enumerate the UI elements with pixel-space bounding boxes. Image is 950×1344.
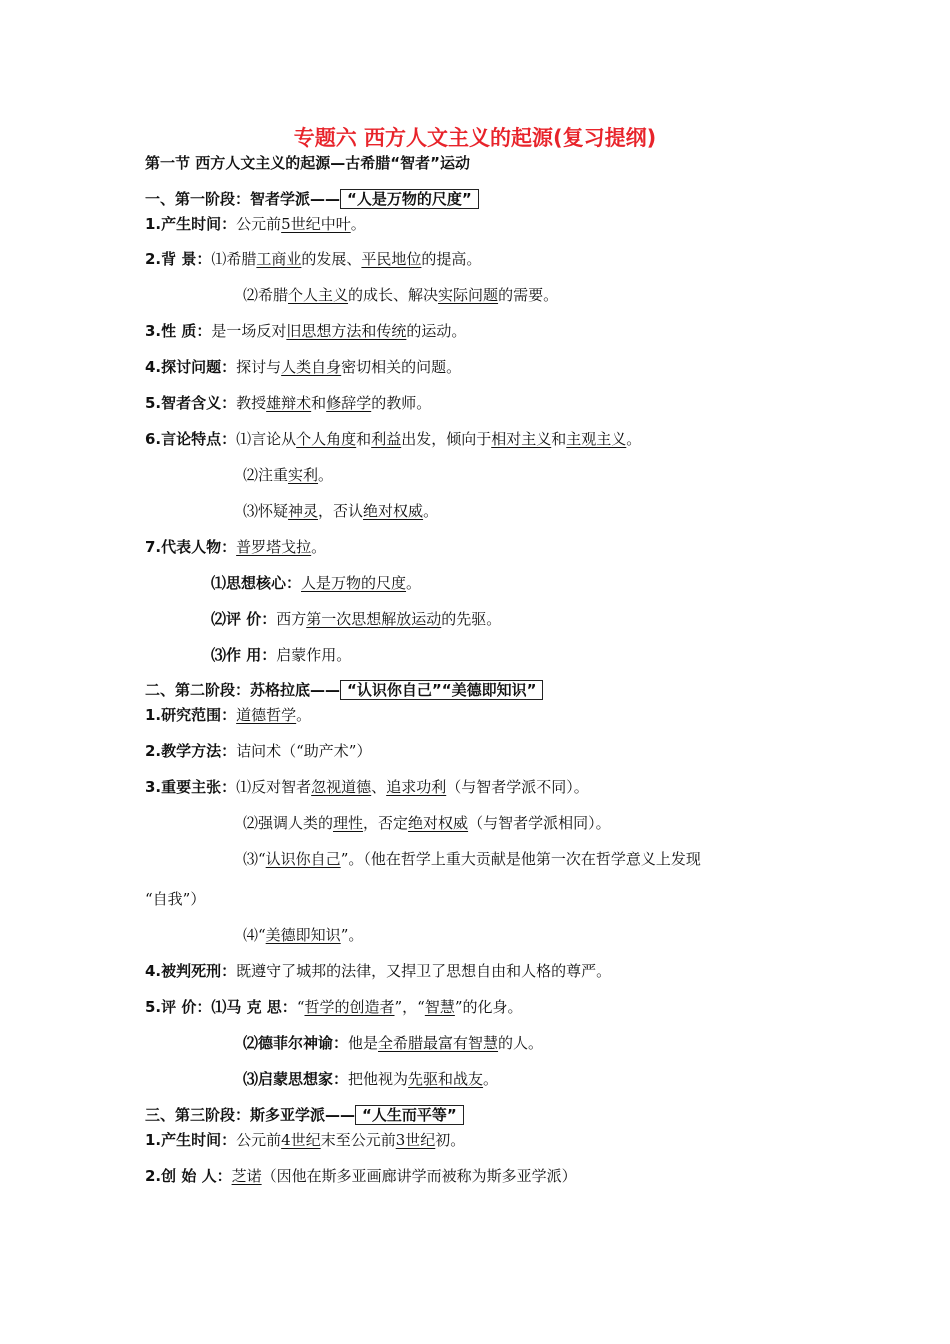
text: ⑶“ bbox=[243, 850, 266, 868]
text: 公元前 bbox=[236, 1131, 282, 1149]
text: ⑵希腊 bbox=[243, 286, 289, 304]
text: 末至公元前 bbox=[320, 1131, 396, 1149]
text: 密切相关的问题。 bbox=[341, 358, 462, 376]
line-label: 2.背 景： bbox=[145, 250, 212, 268]
text: 出发，倾向于 bbox=[401, 430, 492, 448]
section-heading: 第一节 西方人文主义的起源—古希腊“智者”运动 bbox=[145, 154, 470, 172]
line-label: 1.研究范围： bbox=[145, 706, 237, 724]
underlined-term: 道德哲学 bbox=[236, 706, 297, 724]
text: 。 bbox=[423, 502, 439, 520]
text: 。 bbox=[318, 466, 334, 484]
text: ，否定 bbox=[363, 814, 409, 832]
stage-2-heading bbox=[145, 680, 543, 700]
text: ”。（他在哲学上重大贡献是他第一次在哲学意义上发现 bbox=[340, 850, 701, 868]
underlined-term: 5世纪中叶 bbox=[281, 215, 351, 233]
underlined-term: 实利 bbox=[288, 466, 319, 484]
text: 的成长、解决 bbox=[348, 286, 439, 304]
underlined-term: 雄辩术 bbox=[266, 394, 312, 412]
s2-line-claims bbox=[145, 777, 589, 797]
s1-line-effect bbox=[211, 645, 351, 665]
underlined-term: 利益 bbox=[371, 430, 402, 448]
s2-line-sentence bbox=[145, 961, 611, 981]
line-label: 7.代表人物： bbox=[145, 538, 237, 556]
text: 和 bbox=[551, 430, 567, 448]
text: 、 bbox=[371, 778, 387, 796]
underlined-term: 3世纪 bbox=[395, 1131, 436, 1149]
underlined-term: 个人主义 bbox=[288, 286, 349, 304]
text: ”。 bbox=[340, 926, 364, 944]
s1-line-features bbox=[145, 429, 641, 449]
s2-line-evaluation-2 bbox=[243, 1033, 543, 1053]
s1-line-meaning bbox=[145, 393, 431, 413]
s2-line-claims-3-cont bbox=[145, 889, 205, 909]
underlined-term: 理性 bbox=[333, 814, 364, 832]
underlined-term: 全希腊最富有智慧 bbox=[378, 1034, 499, 1052]
underlined-term: 人是万物的尺度 bbox=[301, 574, 407, 592]
stage-2-heading-text: 二、第二阶段：苏格拉底—— bbox=[145, 681, 341, 699]
sub-label: ⑶启蒙思想家： bbox=[243, 1070, 349, 1088]
s2-line-evaluation-3 bbox=[243, 1069, 498, 1089]
text: （与智者学派相同）。 bbox=[468, 814, 611, 832]
underlined-term: 认识你自己 bbox=[265, 850, 341, 868]
text: 诘问术（“助产术”） bbox=[236, 742, 372, 760]
stage-1-heading-text: 一、第一阶段：智者学派—— bbox=[145, 190, 341, 208]
underlined-term: 主观主义 bbox=[566, 430, 627, 448]
underlined-term: 工商业 bbox=[256, 250, 302, 268]
text: 的人。 bbox=[498, 1034, 544, 1052]
underlined-term: 修辞学 bbox=[326, 394, 372, 412]
document-title: 专题六 西方人文主义的起源(复习提纲) bbox=[293, 126, 657, 150]
line-label: 2.教学方法： bbox=[145, 742, 237, 760]
text: 。 bbox=[350, 215, 366, 233]
sub-label: ⑵德菲尔神谕： bbox=[243, 1034, 349, 1052]
underlined-term: 相对主义 bbox=[491, 430, 552, 448]
s2-line-claims-4 bbox=[243, 925, 363, 945]
line-label: 2.创 始 人： bbox=[145, 1167, 232, 1185]
underlined-term: 旧思想方法和传统 bbox=[286, 322, 407, 340]
underlined-term: 神灵 bbox=[288, 502, 319, 520]
s2-line-claims-2 bbox=[243, 813, 611, 833]
text: “自我”） bbox=[145, 890, 206, 908]
text: 初。 bbox=[435, 1131, 466, 1149]
underlined-term: 先驱和战友 bbox=[408, 1070, 484, 1088]
text: ⑶怀疑 bbox=[243, 502, 289, 520]
underlined-term: 哲学的创造者 bbox=[304, 998, 395, 1016]
line-label: 5.评 价： bbox=[145, 998, 212, 1016]
underlined-term: 普罗塔戈拉 bbox=[236, 538, 312, 556]
text: ⑷“ bbox=[243, 926, 266, 944]
text: 的提高。 bbox=[421, 250, 482, 268]
sub-label: ⑴马 克 思： bbox=[211, 998, 297, 1016]
s1-line-background bbox=[145, 249, 481, 269]
underlined-term: 美德即知识 bbox=[265, 926, 341, 944]
text: 把他视为 bbox=[348, 1070, 409, 1088]
text: （因他在斯多亚画廊讲学而被称为斯多亚学派） bbox=[261, 1167, 577, 1185]
line-label: 1.产生时间： bbox=[145, 1131, 237, 1149]
s2-line-method bbox=[145, 741, 371, 761]
text: 是一场反对 bbox=[211, 322, 287, 340]
text: ”的化身。 bbox=[454, 998, 523, 1016]
stage-3-motto-box: “人生而平等” bbox=[355, 1105, 464, 1125]
text: ⑵注重 bbox=[243, 466, 289, 484]
text: 。 bbox=[406, 574, 422, 592]
stage-2-motto-box: “认识你自己”“美德即知识” bbox=[340, 680, 543, 700]
line-label: ⑵评 价： bbox=[211, 610, 277, 628]
text: 和 bbox=[356, 430, 372, 448]
text: 的教师。 bbox=[371, 394, 432, 412]
text: 启蒙作用。 bbox=[276, 646, 352, 664]
text: 既遵守了城邦的法律，又捍卫了思想自由和人格的尊严。 bbox=[236, 962, 612, 980]
text: ⑴希腊 bbox=[211, 250, 257, 268]
s1-line-core bbox=[211, 573, 421, 593]
s3-line-founder bbox=[145, 1166, 577, 1186]
s1-line-background-2 bbox=[243, 285, 558, 305]
text: 的先驱。 bbox=[441, 610, 502, 628]
line-label: 6.言论特点： bbox=[145, 430, 237, 448]
text: ⑵强调人类的 bbox=[243, 814, 334, 832]
text: 。 bbox=[483, 1070, 499, 1088]
stage-1-motto-box: “人是万物的尺度” bbox=[340, 189, 479, 209]
s1-line-evaluation bbox=[211, 609, 501, 629]
s1-line-nature bbox=[145, 321, 466, 341]
underlined-term: 绝对权威 bbox=[363, 502, 424, 520]
underlined-term: 个人角度 bbox=[296, 430, 357, 448]
text: 探讨与 bbox=[236, 358, 282, 376]
text: 教授 bbox=[236, 394, 267, 412]
text: “ bbox=[296, 998, 305, 1016]
stage-3-heading-text: 三、第三阶段：斯多亚学派—— bbox=[145, 1106, 356, 1124]
text: 他是 bbox=[348, 1034, 379, 1052]
s2-line-evaluation bbox=[145, 997, 523, 1017]
line-label: 3.性 质： bbox=[145, 322, 212, 340]
line-label: 5.智者含义： bbox=[145, 394, 237, 412]
stage-1-heading bbox=[145, 189, 479, 209]
s3-line-time bbox=[145, 1130, 465, 1150]
s2-line-claims-3 bbox=[243, 849, 701, 869]
s1-line-features-2 bbox=[243, 465, 333, 485]
underlined-term: 忽视道德 bbox=[311, 778, 372, 796]
s1-line-representative bbox=[145, 537, 326, 557]
s2-line-scope bbox=[145, 705, 311, 725]
text: ⑴反对智者 bbox=[236, 778, 312, 796]
text: （与智者学派不同）。 bbox=[446, 778, 589, 796]
text: 和 bbox=[311, 394, 327, 412]
underlined-term: 实际问题 bbox=[438, 286, 499, 304]
line-label: 3.重要主张： bbox=[145, 778, 237, 796]
text: 。 bbox=[311, 538, 327, 556]
text: 的需要。 bbox=[498, 286, 559, 304]
underlined-term: 芝诺 bbox=[231, 1167, 262, 1185]
line-label: 4.被判死刑： bbox=[145, 962, 237, 980]
text: 西方 bbox=[276, 610, 307, 628]
line-label: 1.产生时间： bbox=[145, 215, 237, 233]
underlined-term: 智慧 bbox=[424, 998, 455, 1016]
s1-line-features-3 bbox=[243, 501, 438, 521]
text: ”，“ bbox=[394, 998, 425, 1016]
text: ⑴言论从 bbox=[236, 430, 297, 448]
text: 。 bbox=[626, 430, 642, 448]
text: ，否认 bbox=[318, 502, 364, 520]
underlined-term: 人类自身 bbox=[281, 358, 342, 376]
s1-line-time bbox=[145, 214, 366, 234]
underlined-term: 4世纪 bbox=[281, 1131, 321, 1149]
underlined-term: 第一次思想解放运动 bbox=[306, 610, 442, 628]
line-label: 4.探讨问题： bbox=[145, 358, 237, 376]
text: 。 bbox=[296, 706, 312, 724]
stage-3-heading bbox=[145, 1105, 464, 1125]
text: 的发展、 bbox=[301, 250, 362, 268]
underlined-term: 追求功利 bbox=[386, 778, 447, 796]
underlined-term: 平民地位 bbox=[361, 250, 422, 268]
text: 公元前 bbox=[236, 215, 282, 233]
underlined-term: 绝对权威 bbox=[408, 814, 469, 832]
line-label: ⑴思想核心： bbox=[211, 574, 302, 592]
line-label: ⑶作 用： bbox=[211, 646, 277, 664]
s1-line-issues bbox=[145, 357, 461, 377]
text: 的运动。 bbox=[406, 322, 467, 340]
